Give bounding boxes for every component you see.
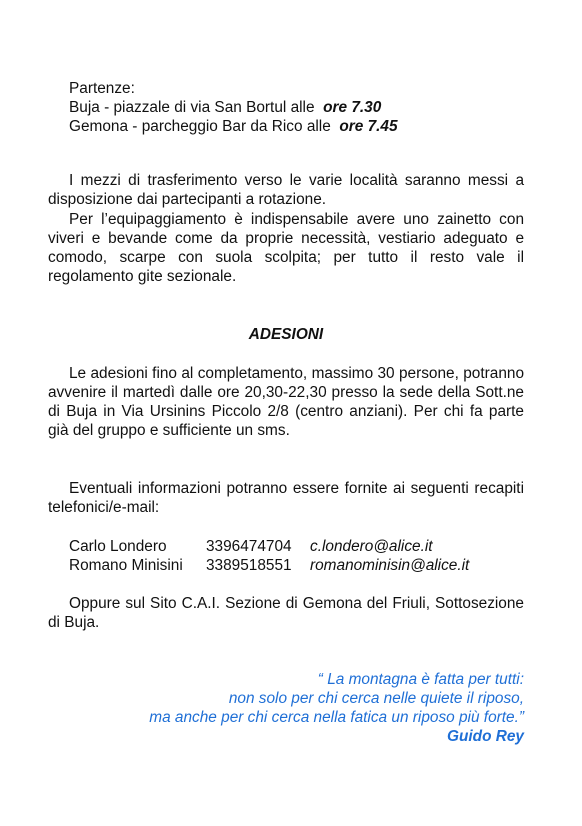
contact-phone: 3389518551 <box>206 557 292 574</box>
contact-email[interactable]: romanominisin@alice.it <box>310 557 470 574</box>
contact-email[interactable]: c.londero@alice.it <box>310 538 433 555</box>
contacts-list <box>48 537 524 575</box>
contact-name: Romano Minisini <box>69 557 183 574</box>
adesioni-heading: ADESIONI <box>248 326 324 343</box>
partenze-place: Buja - piazzale di via San Bortul alle <box>69 99 315 116</box>
contact-name: Carlo Londero <box>69 538 167 555</box>
partenze-row-gemona <box>48 117 524 136</box>
contact-row <box>48 556 524 575</box>
contacts-intro: Eventuali informazioni potranno essere fornite ai seguenti recapiti telefonici/e-mail: <box>48 480 524 516</box>
partenze-place: Gemona - parcheggio Bar da Rico alle <box>69 118 331 135</box>
contact-row <box>48 537 524 556</box>
website-paragraph: Oppure sul Sito C.A.I. Sezione di Gemona del Friuli, Sottosezione di Buja. <box>48 595 524 631</box>
partenze-time: ore 7.30 <box>323 99 382 116</box>
partenze-row-buja <box>48 98 524 117</box>
quote-line: ma anche per chi cerca nella fatica un riposo più forte.” <box>149 709 524 726</box>
contact-phone: 3396474704 <box>206 538 292 555</box>
partenze-title: Partenze: <box>69 80 135 97</box>
transport-paragraph: I mezzi di trasferimento verso le varie località saranno messi a disposizione dai partecipanti a rotazione. <box>48 172 524 208</box>
closing-quote <box>48 670 524 746</box>
partenze-section <box>48 79 524 136</box>
quote-line: “ La montagna è fatta per tutti: <box>317 671 524 688</box>
partenze-time: ore 7.45 <box>339 118 398 135</box>
equipment-paragraph: Per l’equipaggiamento è indispensabile avere uno zainetto con viveri e bevande come da proprie necessità, vestiario adeguato e comodo, scarpe con suola scolpita; per tutto il resto vale il regolamento gite sezionale. <box>48 211 524 285</box>
adesioni-paragraph: Le adesioni fino al completamento, massimo 30 persone, potranno avvenire il martedì dalle ore 20,30-22,30 presso la sede della Sott.ne di Buja in Via Ursinins Piccolo 2/8 (centro anziani). Per chi fa parte già del gruppo e sufficiente un sms. <box>48 365 524 439</box>
quote-line: non solo per chi cerca nelle quiete il riposo, <box>228 690 524 707</box>
quote-author: Guido Rey <box>447 728 524 745</box>
